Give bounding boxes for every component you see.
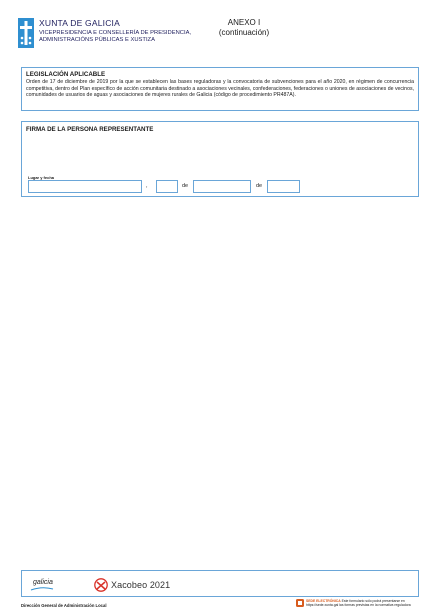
footer-logos: [21, 570, 419, 597]
department-line-1: VICEPRESIDENCIA E CONSELLERÍA DE PRESIDENCIA,: [39, 30, 192, 36]
sede-name: SEDE ELECTRÓNICA: [306, 599, 341, 603]
annex-subtitle: (continuación): [218, 28, 270, 37]
galicia-logo: galicia: [33, 579, 53, 586]
sede-notice: [296, 599, 420, 607]
de-label-2: de: [256, 183, 263, 189]
department-line-2: ADMINISTRACIÓNS PÚBLICAS E XUSTIZA: [39, 37, 155, 44]
signature-section: [21, 121, 419, 197]
signature-title: FIRMA DE LA PERSONA REPRESENTANTE: [26, 126, 154, 133]
legislation-text: Orden de 17 de diciembre de 2019 por la que se establecen las bases reguladoras y la convocatoria de subvenciones para el año 2020, en régimen de concurrencia competitiva, dentro del Plan específico de acción comunitaria destinado a asociaciones vecinales, confederaciones, federaciones o uniones de asociaciones de vecinos, comunidades de usuarios de aguas y asociaciones de mujeres rurales de Galicia (código de procedimiento PR487A).: [26, 79, 414, 99]
org-name: XUNTA DE GALICIA: [39, 18, 120, 28]
document-header: [18, 16, 428, 52]
xacobeo-logo: [94, 577, 170, 593]
day-field[interactable]: [156, 180, 178, 193]
month-field[interactable]: [193, 180, 251, 193]
sede-text: [306, 599, 411, 607]
galicia-swoosh-icon: [30, 587, 54, 591]
xacobeo-shell-icon: [94, 578, 108, 592]
annex-heading: [204, 18, 284, 38]
place-field[interactable]: [28, 180, 142, 193]
de-label-1: de: [182, 183, 189, 189]
place-date-label: Lugar y fecha: [28, 175, 55, 180]
xunta-cross-logo-icon: [18, 18, 34, 48]
xacobeo-label: Xacobeo 2021: [111, 580, 171, 590]
legislation-section: [21, 67, 419, 111]
sede-electronica-icon: [296, 599, 304, 607]
department-name: [39, 30, 209, 44]
sede-text-line-2: https://sede.xunta.gal las formas previstas en la normativa reguladora: [306, 603, 411, 608]
sede-text-line-1: Este formulario sólo podrá presentarse en: [341, 599, 405, 603]
annex-title: ANEXO I: [227, 18, 261, 27]
directorate-name: Dirección General de Administración Local: [21, 603, 107, 608]
comma-separator: ,: [146, 183, 148, 189]
year-field[interactable]: [267, 180, 300, 193]
legislation-title: LEGISLACIÓN APLICABLE: [26, 71, 106, 78]
